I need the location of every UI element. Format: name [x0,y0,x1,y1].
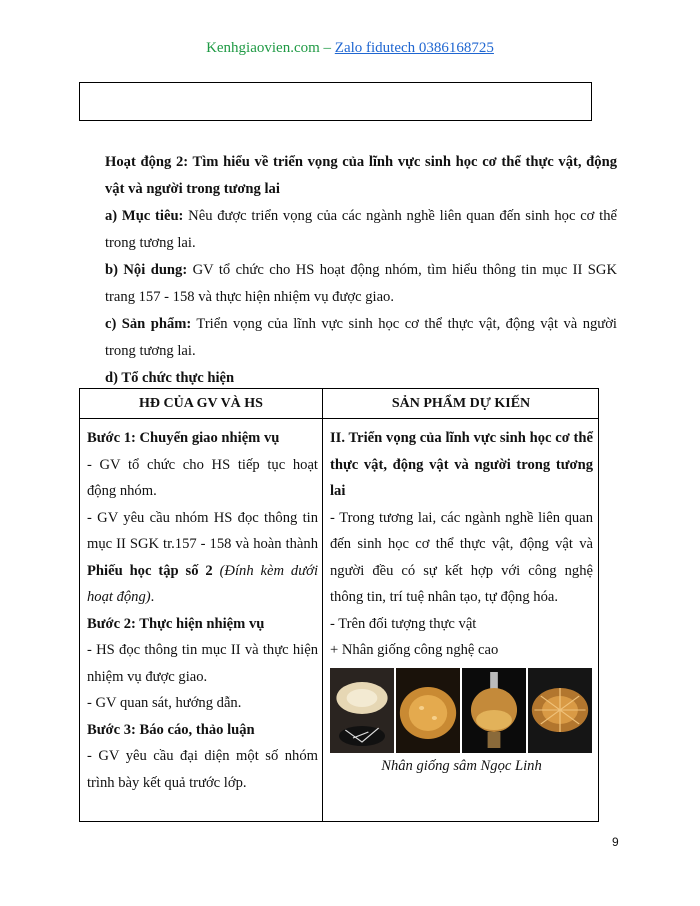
site-name[interactable]: Kenhgiaovien.com [206,40,320,56]
column-divider [322,389,323,821]
photo-bioreactor [462,668,526,753]
ginseng-propagation-photos [330,668,592,753]
step3-item-a: - GV yêu cầu đại diện một số nhóm trình bày kết quả trước lớp. [87,748,318,791]
activity-content [105,149,617,392]
product-paragraph-3: + Nhân giống công nghệ cao [330,642,499,658]
expected-product-column [330,425,593,779]
section-title: II. Triển vọng của lĩnh vực sinh học cơ thể thực vật, động vật và người trong tương lai [330,430,593,499]
empty-title-box [79,82,592,121]
activity-table [79,388,599,822]
header-separator: – [319,40,335,56]
organize-heading: d) Tổ chức thực hiện [105,370,235,386]
step2-title: Bước 2: Thực hiện nhiệm vụ [87,615,265,632]
content-label: b) Nội dung: [105,262,188,278]
page-header [0,40,700,57]
photo-root-mass [528,668,592,753]
product-paragraph: c) Sản phẩm: Triển vọng của lĩnh vực sinh học cơ thể thực vật, động vật và người trong tương lai. [105,316,617,359]
product-label: c) Sản phẩm: [105,316,192,332]
photo-flask-culture [396,668,460,753]
content-paragraph: b) Nội dung: GV tổ chức cho HS hoạt động nhóm, tìm hiểu thông tin mục II SGK trang 157 - 158 và thực hiện nhiệm vụ được giao. [105,262,618,305]
photo-callus [330,668,394,753]
step1-item-a: - GV tổ chức cho HS tiếp tục hoạt động nhóm. [87,456,318,499]
step2-item-a: - HS đọc thông tin mục II và thực hiện nhiệm vụ được giao. [87,642,318,685]
product-paragraph-2: - Trên đối tượng thực vật [330,615,477,632]
goal-label: a) Mục tiêu: [105,208,184,224]
activity-title: Hoạt động 2: Tìm hiểu về triển vọng của lĩnh vực sinh học cơ thể thực vật, động vật và người trong tương lai [105,154,617,197]
zalo-link[interactable]: Zalo fidutech 0386168725 [334,40,494,56]
page-number: 9 [612,835,619,849]
product-paragraph-1: - Trong tương lai, các ngành nghề liên quan đến sinh học cơ thể thực vật, động vật và người đều có sự kết hợp với công nghệ thông tin, trí tuệ nhân tạo, tự động hóa. [330,509,593,605]
step3-title: Bước 3: Báo cáo, thảo luận [87,721,255,738]
table-header-activities: HĐ CỦA GV VÀ HS [139,396,263,411]
step1-title: Bước 1: Chuyển giao nhiệm vụ [87,430,280,446]
table-header-products: SẢN PHẨM DỰ KIẾN [391,396,531,411]
goal-paragraph: a) Mục tiêu: Nêu được triển vọng của các ngành nghề liên quan đến sinh học cơ thể trong tương lai. [105,208,617,251]
step2-item-b: - GV quan sát, hướng dẫn. [87,695,242,711]
teacher-student-column [87,425,318,796]
header-divider [80,418,598,419]
photo-caption: Nhân giống sâm Ngọc Linh [381,757,542,774]
step1-item-b: - GV yêu cầu nhóm HS đọc thông tin mục II SGK tr.157 - 158 và hoàn thành Phiếu học tập số 2 (Đính kèm dưới hoạt động). [87,509,318,605]
